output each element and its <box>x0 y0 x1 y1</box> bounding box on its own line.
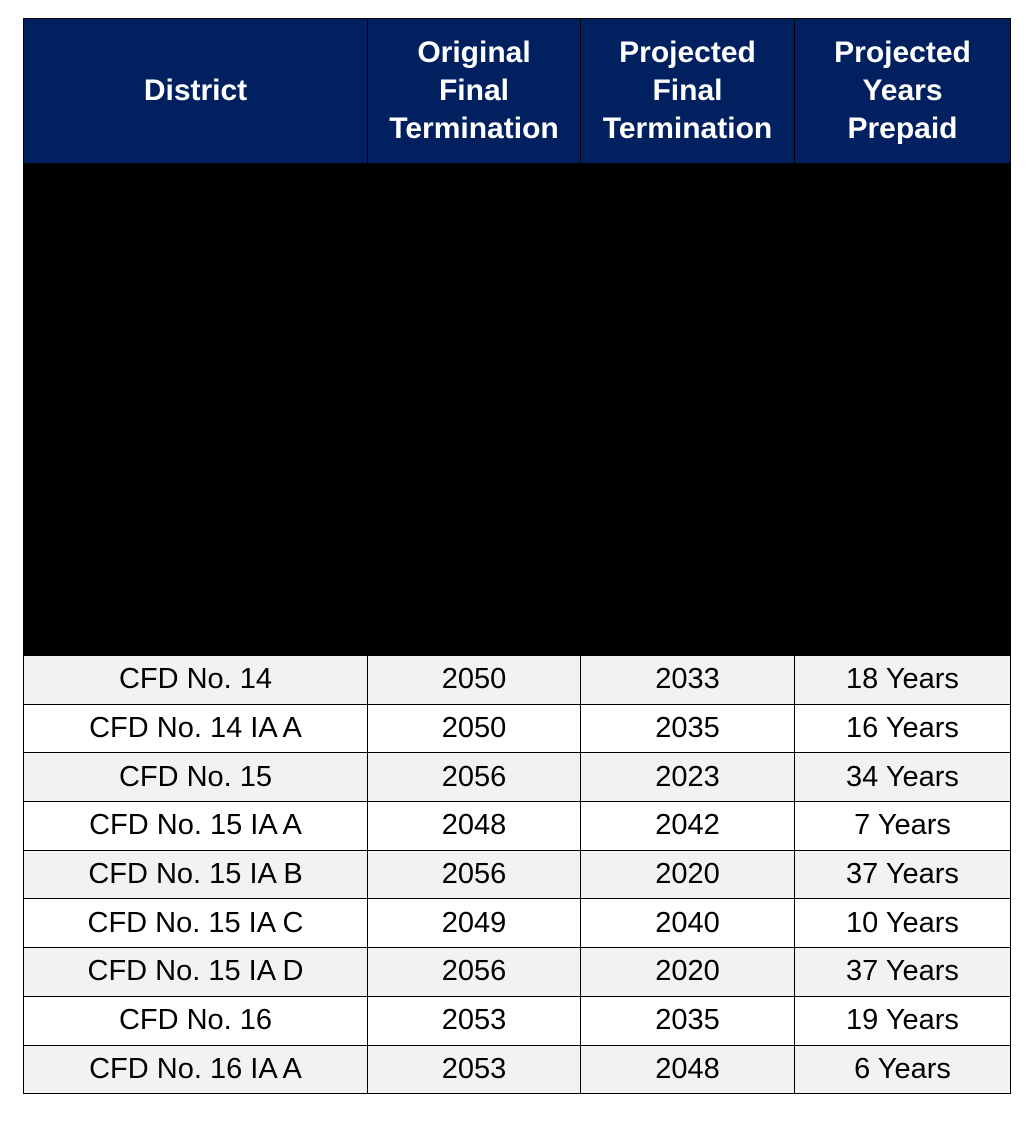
cell-years-prepaid: 10 Years <box>795 899 1011 948</box>
cell-projected-termination: 2020 <box>581 850 795 899</box>
cell-projected-termination: 2023 <box>581 753 795 802</box>
header-original-line-1: Original <box>417 36 531 69</box>
cell-projected-termination: 2033 <box>581 656 795 705</box>
cell-years-prepaid: 7 Years <box>795 802 1011 851</box>
cell-district: CFD No. 14 IA A <box>24 704 368 753</box>
cell-original-termination: 2056 <box>368 753 581 802</box>
header-district <box>24 19 368 164</box>
termination-table-container <box>23 18 1010 1094</box>
cell-projected-termination: 2040 <box>581 899 795 948</box>
table-row <box>24 899 1011 948</box>
cell-original-termination: 2053 <box>368 1045 581 1094</box>
cell-years-prepaid: 16 Years <box>795 704 1011 753</box>
header-projected-line-3: Termination <box>602 112 773 145</box>
cell-years-prepaid: 18 Years <box>795 656 1011 705</box>
table-row <box>24 850 1011 899</box>
cell-original-termination: 2056 <box>368 850 581 899</box>
cell-original-termination: 2056 <box>368 948 581 997</box>
cell-district: CFD No. 15 IA B <box>24 850 368 899</box>
cell-years-prepaid: 37 Years <box>795 850 1011 899</box>
cell-original-termination: 2050 <box>368 656 581 705</box>
cell-district: CFD No. 16 <box>24 996 368 1045</box>
header-projected-years-prepaid <box>795 19 1011 164</box>
cell-original-termination: 2050 <box>368 704 581 753</box>
cell-projected-termination: 2048 <box>581 1045 795 1094</box>
header-prepaid-line-1: Projected <box>834 36 971 69</box>
header-original-final-termination <box>368 19 581 164</box>
table-row <box>24 704 1011 753</box>
header-district-line: District <box>143 74 248 107</box>
cell-years-prepaid: 19 Years <box>795 996 1011 1045</box>
redaction-bar <box>24 164 1011 656</box>
header-projected-final-termination <box>581 19 795 164</box>
table-row <box>24 656 1011 705</box>
cell-district: CFD No. 15 IA A <box>24 802 368 851</box>
redacted-block <box>24 164 1011 656</box>
cell-years-prepaid: 34 Years <box>795 753 1011 802</box>
cell-district: CFD No. 15 IA C <box>24 899 368 948</box>
termination-table <box>23 18 1011 1094</box>
table-row <box>24 753 1011 802</box>
table-row <box>24 996 1011 1045</box>
cell-projected-termination: 2020 <box>581 948 795 997</box>
cell-original-termination: 2048 <box>368 802 581 851</box>
cell-district: CFD No. 15 <box>24 753 368 802</box>
cell-original-termination: 2053 <box>368 996 581 1045</box>
header-prepaid-line-2: Years <box>862 74 943 107</box>
cell-years-prepaid: 37 Years <box>795 948 1011 997</box>
table-row <box>24 948 1011 997</box>
cell-district: CFD No. 14 <box>24 656 368 705</box>
table-body <box>24 164 1011 1094</box>
header-row <box>24 19 1011 164</box>
header-prepaid-line-3: Prepaid <box>847 112 958 145</box>
cell-projected-termination: 2042 <box>581 802 795 851</box>
cell-district: CFD No. 16 IA A <box>24 1045 368 1094</box>
cell-original-termination: 2049 <box>368 899 581 948</box>
header-original-line-3: Termination <box>389 112 559 145</box>
cell-projected-termination: 2035 <box>581 996 795 1045</box>
header-projected-line-2: Final <box>652 74 723 107</box>
table-row <box>24 1045 1011 1094</box>
cell-projected-termination: 2035 <box>581 704 795 753</box>
header-projected-line-1: Projected <box>619 36 756 69</box>
table-row <box>24 802 1011 851</box>
cell-years-prepaid: 6 Years <box>795 1045 1011 1094</box>
cell-district: CFD No. 15 IA D <box>24 948 368 997</box>
table-header <box>24 19 1011 164</box>
header-original-line-2: Final <box>438 74 509 107</box>
